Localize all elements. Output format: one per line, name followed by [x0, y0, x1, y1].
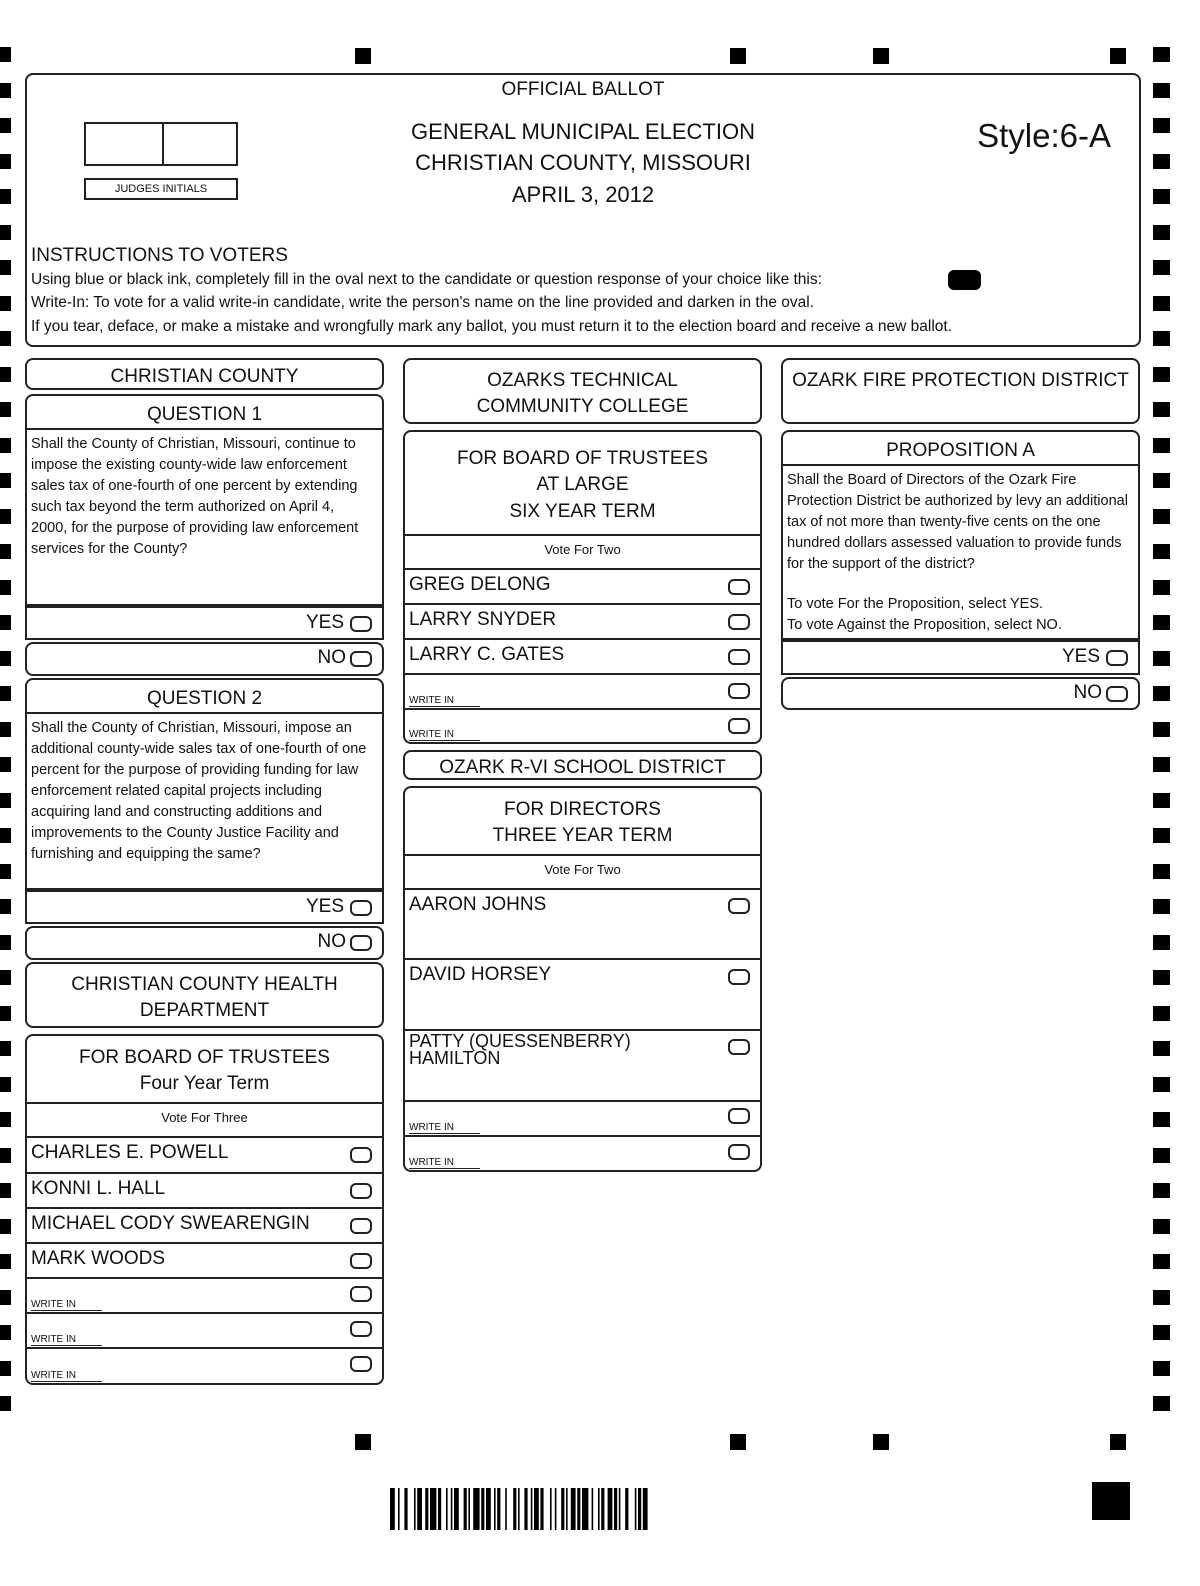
timing-mark — [0, 1219, 11, 1234]
barcode-bar — [598, 1488, 600, 1530]
otc-write-in-row[interactable]: WRITE IN — [403, 675, 762, 710]
timing-mark — [0, 509, 11, 524]
timing-mark — [0, 296, 11, 311]
timing-mark — [0, 757, 11, 772]
proposition-a-yes-oval[interactable] — [1106, 650, 1128, 666]
timing-mark — [0, 615, 11, 630]
barcode-bar — [608, 1488, 613, 1530]
school-office-header: FOR DIRECTORS THREE YEAR TERM — [403, 786, 762, 856]
barcode-bar — [451, 1488, 453, 1530]
election-date: APRIL 3, 2012 — [511, 182, 655, 207]
school-candidate-1-oval[interactable] — [728, 898, 750, 914]
timing-mark — [1153, 473, 1170, 488]
barcode-bar — [540, 1488, 543, 1530]
barcode-bar — [486, 1488, 491, 1530]
school-candidate-2-oval[interactable] — [728, 969, 750, 985]
barcode-bar — [561, 1488, 564, 1530]
timing-mark — [1153, 651, 1170, 666]
health-candidate-row[interactable]: KONNI L. HALL — [25, 1174, 384, 1209]
timing-mark — [1153, 1077, 1170, 1092]
question-1-header: QUESTION 1 — [25, 394, 384, 430]
timing-mark — [1153, 438, 1170, 453]
barcode-bar — [438, 1488, 441, 1530]
timing-mark — [0, 1290, 11, 1305]
question-2-no-oval[interactable] — [350, 935, 372, 951]
timing-mark — [1153, 260, 1170, 275]
official-ballot-title: OFFICIAL BALLOT — [501, 79, 665, 100]
barcode-bar — [417, 1488, 422, 1530]
barcode-bar — [625, 1488, 628, 1530]
timing-mark — [0, 402, 11, 417]
health-write-in-1-oval[interactable] — [350, 1286, 372, 1302]
timing-mark — [0, 473, 11, 488]
barcode-bar — [638, 1488, 641, 1530]
timing-mark — [1153, 118, 1170, 133]
timing-mark — [1153, 1254, 1170, 1269]
timing-mark — [1153, 757, 1170, 772]
barcode-bar — [643, 1488, 648, 1530]
proposition-a-no-oval[interactable] — [1106, 686, 1128, 702]
timing-mark — [1153, 1041, 1170, 1056]
school-write-in-2-oval[interactable] — [728, 1144, 750, 1160]
barcode-bar — [550, 1488, 552, 1530]
school-candidate-3-oval[interactable] — [728, 1039, 750, 1055]
timing-mark — [1153, 1290, 1170, 1305]
otc-write-in-row[interactable]: WRITE IN — [403, 710, 762, 744]
barcode-bar — [464, 1488, 467, 1530]
question-2-yes-oval[interactable] — [350, 900, 372, 916]
proposition-a-header: PROPOSITION A — [781, 430, 1140, 466]
otc-office-header: FOR BOARD OF TRUSTEES AT LARGE SIX YEAR TERM — [403, 430, 762, 536]
barcode — [390, 1488, 810, 1530]
timing-mark — [0, 722, 11, 737]
barcode-bar — [524, 1488, 527, 1530]
barcode-bar — [614, 1488, 617, 1530]
barcode-bar — [635, 1488, 637, 1530]
barcode-bar — [414, 1488, 416, 1530]
health-candidate-row[interactable]: MARK WOODS — [25, 1244, 384, 1279]
otc-candidate-2-oval[interactable] — [728, 614, 750, 630]
barcode-bar — [454, 1488, 459, 1530]
otc-write-in-1-oval[interactable] — [728, 683, 750, 699]
timing-mark — [1153, 686, 1170, 701]
health-department-header: CHRISTIAN COUNTY HEALTH DEPARTMENT — [25, 962, 384, 1028]
school-candidate-row[interactable]: DAVID HORSEY — [403, 960, 762, 1031]
timing-mark — [1153, 544, 1170, 559]
timing-mark — [1153, 509, 1170, 524]
health-write-in-row[interactable]: WRITE IN — [25, 1314, 384, 1349]
timing-mark — [0, 970, 11, 985]
timing-mark — [0, 1041, 11, 1056]
timing-mark — [0, 544, 11, 559]
timing-mark — [0, 1077, 11, 1092]
election-county: CHRISTIAN COUNTY, MISSOURI — [415, 150, 751, 175]
question-1-yes-row[interactable]: YES — [25, 606, 384, 640]
proposition-a-yes-row[interactable]: YES — [781, 640, 1140, 675]
timing-mark — [0, 828, 11, 843]
timing-mark — [0, 118, 11, 133]
timing-mark — [1153, 1219, 1170, 1234]
timing-mark — [1153, 225, 1170, 240]
timing-mark — [1153, 793, 1170, 808]
barcode-bar — [468, 1488, 470, 1530]
barcode-bar — [481, 1488, 484, 1530]
barcode-bar — [619, 1488, 621, 1530]
timing-mark — [0, 1112, 11, 1127]
health-write-in-row[interactable]: WRITE IN — [25, 1279, 384, 1314]
timing-mark — [1153, 1325, 1170, 1340]
barcode-bar — [473, 1488, 479, 1530]
timing-mark — [0, 1006, 11, 1021]
barcode-bar — [404, 1488, 407, 1530]
timing-mark — [0, 260, 11, 275]
judges-initials-boxes — [84, 122, 238, 166]
timing-mark — [0, 331, 11, 346]
question-1-yes-oval[interactable] — [350, 616, 372, 632]
question-1-no-row[interactable]: NO — [25, 642, 384, 676]
timing-mark — [0, 580, 11, 595]
timing-mark — [0, 438, 11, 453]
question-1-no-oval[interactable] — [350, 651, 372, 667]
barcode-bar — [518, 1488, 520, 1530]
question-2-no-row[interactable]: NO — [25, 926, 384, 960]
barcode-bar — [430, 1488, 436, 1530]
question-2-header: QUESTION 2 — [25, 678, 384, 714]
school-write-in-row[interactable]: WRITE IN — [403, 1137, 762, 1172]
timing-mark — [0, 651, 11, 666]
question-1-text: Shall the County of Christian, Missouri, continue to impose the existing county-wide law enforcement sales tax of one-fourth of one percent by extending such tax beyond the term authorized on April 4, 2000, for the purpose of providing law enforcement services for the County? — [25, 430, 384, 606]
otc-candidate-row[interactable]: LARRY SNYDER — [403, 605, 762, 640]
health-candidate-4-oval[interactable] — [350, 1253, 372, 1269]
timing-mark — [1153, 722, 1170, 737]
instructions-line3: If you tear, deface, or make a mistake and wrongfully mark any ballot, you must return it to the election board and receive a new ballot. — [31, 318, 953, 335]
proposition-a-text: Shall the Board of Directors of the Ozark Fire Protection District be authorized by levy an additional tax of not more than twenty-five cents on the one hundred dollars assessed valuation to provide funds for the support of the district? To vote For the Proposition, select YES. To vote Against the Proposition, select NO. — [781, 466, 1140, 640]
timing-mark — [1153, 1148, 1170, 1163]
question-2-yes-row[interactable]: YES — [25, 890, 384, 924]
election-name: GENERAL MUNICIPAL ELECTION — [411, 119, 755, 144]
timing-mark — [0, 83, 11, 98]
otc-vote-for: Vote For Two — [403, 536, 762, 570]
instructions-line1: Using blue or black ink, completely fill in the oval next to the candidate or question response of your choice like this: — [31, 271, 822, 288]
timing-mark — [1153, 1396, 1170, 1411]
school-candidate-row[interactable]: AARON JOHNS — [403, 890, 762, 960]
barcode-bar — [494, 1488, 496, 1530]
health-vote-for: Vote For Three — [25, 1104, 384, 1138]
timing-mark — [1153, 828, 1170, 843]
timing-mark — [1153, 935, 1170, 950]
barcode-bar — [582, 1488, 588, 1530]
barcode-bar — [505, 1488, 507, 1530]
health-candidate-row[interactable]: MICHAEL CODY SWEARENGIN — [25, 1209, 384, 1244]
timing-mark — [0, 1396, 11, 1411]
timing-mark — [1153, 1112, 1170, 1127]
timing-mark — [1153, 1006, 1170, 1021]
health-candidate-3-oval[interactable] — [350, 1218, 372, 1234]
timing-mark — [0, 47, 11, 62]
corner-block — [1092, 1482, 1130, 1520]
barcode-bar — [571, 1488, 576, 1530]
timing-mark — [1153, 402, 1170, 417]
timing-mark — [0, 686, 11, 701]
timing-mark — [1153, 83, 1170, 98]
health-candidate-1-oval[interactable] — [350, 1147, 372, 1163]
otc-candidate-1-oval[interactable] — [728, 579, 750, 595]
fire-district-header: OZARK FIRE PROTECTION DISTRICT — [781, 358, 1140, 424]
barcode-bar — [566, 1488, 568, 1530]
proposition-a-no-row[interactable]: NO — [781, 677, 1140, 710]
barcode-bar — [534, 1488, 539, 1530]
school-district-header: OZARK R-VI SCHOOL DISTRICT — [403, 750, 762, 780]
barcode-bar — [398, 1488, 400, 1530]
header-box — [25, 73, 1141, 347]
barcode-bar — [555, 1488, 557, 1530]
barcode-bar — [577, 1488, 580, 1530]
barcode-bar — [601, 1488, 604, 1530]
timing-mark — [1153, 1361, 1170, 1376]
timing-mark — [1153, 154, 1170, 169]
timing-mark — [1153, 296, 1170, 311]
health-write-in-row[interactable]: WRITE IN — [25, 1349, 384, 1385]
otc-candidate-3-oval[interactable] — [728, 649, 750, 665]
timing-mark — [0, 1148, 11, 1163]
otc-candidate-row[interactable]: LARRY C. GATES — [403, 640, 762, 675]
timing-mark — [1153, 580, 1170, 595]
judges-initials-label: JUDGES INITIALS — [84, 178, 238, 200]
health-write-in-3-oval[interactable] — [350, 1356, 372, 1372]
question-2-text: Shall the County of Christian, Missouri, impose an additional county-wide sales tax of one-fourth of one percent for the purpose of providing funding for law enforcement related capital projects including acquiring land and constructing additions and improvements to the County Justice Facility and furnishing and equipping the same? — [25, 714, 384, 890]
timing-mark — [1153, 367, 1170, 382]
christian-county-header: CHRISTIAN COUNTY — [25, 358, 384, 390]
timing-mark — [0, 1325, 11, 1340]
school-write-in-1-oval[interactable] — [728, 1108, 750, 1124]
timing-mark — [1153, 331, 1170, 346]
timing-mark — [0, 1361, 11, 1376]
health-candidate-2-oval[interactable] — [350, 1183, 372, 1199]
school-candidate-row[interactable]: PATTY (QUESSENBERRY) HAMILTON — [403, 1031, 762, 1102]
timing-mark — [0, 793, 11, 808]
timing-mark — [0, 899, 11, 914]
barcode-bar — [390, 1488, 395, 1530]
otc-candidate-row[interactable]: GREG DELONG — [403, 570, 762, 605]
instructions-line2: Write-In: To vote for a valid write-in candidate, write the person's name on the line provided and darken in the oval. — [31, 294, 814, 311]
school-vote-for: Vote For Two — [403, 856, 762, 890]
timing-mark — [0, 189, 11, 204]
timing-mark — [0, 935, 11, 950]
timing-mark — [0, 1254, 11, 1269]
timing-mark — [1153, 864, 1170, 879]
timing-mark — [0, 367, 11, 382]
timing-mark — [1153, 970, 1170, 985]
barcode-bar — [425, 1488, 428, 1530]
instructions-title: INSTRUCTIONS TO VOTERS — [31, 245, 288, 266]
timing-mark — [0, 1183, 11, 1198]
health-candidate-row[interactable]: CHARLES E. POWELL — [25, 1138, 384, 1174]
timing-mark — [1153, 615, 1170, 630]
timing-mark — [1153, 47, 1170, 62]
barcode-bar — [592, 1488, 594, 1530]
filled-oval-example — [948, 270, 981, 290]
timing-mark — [0, 154, 11, 169]
barcode-bar — [513, 1488, 516, 1530]
timing-mark — [1153, 189, 1170, 204]
health-office-header: FOR BOARD OF TRUSTEES Four Year Term — [25, 1034, 384, 1104]
school-write-in-row[interactable]: WRITE IN — [403, 1102, 762, 1137]
health-write-in-2-oval[interactable] — [350, 1321, 372, 1337]
timing-mark — [1153, 1183, 1170, 1198]
barcode-bar — [531, 1488, 533, 1530]
timing-mark — [0, 225, 11, 240]
otc-header: OZARKS TECHNICAL COMMUNITY COLLEGE — [403, 358, 762, 424]
otc-write-in-2-oval[interactable] — [728, 718, 750, 734]
ballot-style: Style:6-A — [977, 117, 1111, 154]
timing-mark — [1153, 899, 1170, 914]
barcode-bar — [446, 1488, 448, 1530]
barcode-bar — [497, 1488, 500, 1530]
timing-mark — [0, 864, 11, 879]
